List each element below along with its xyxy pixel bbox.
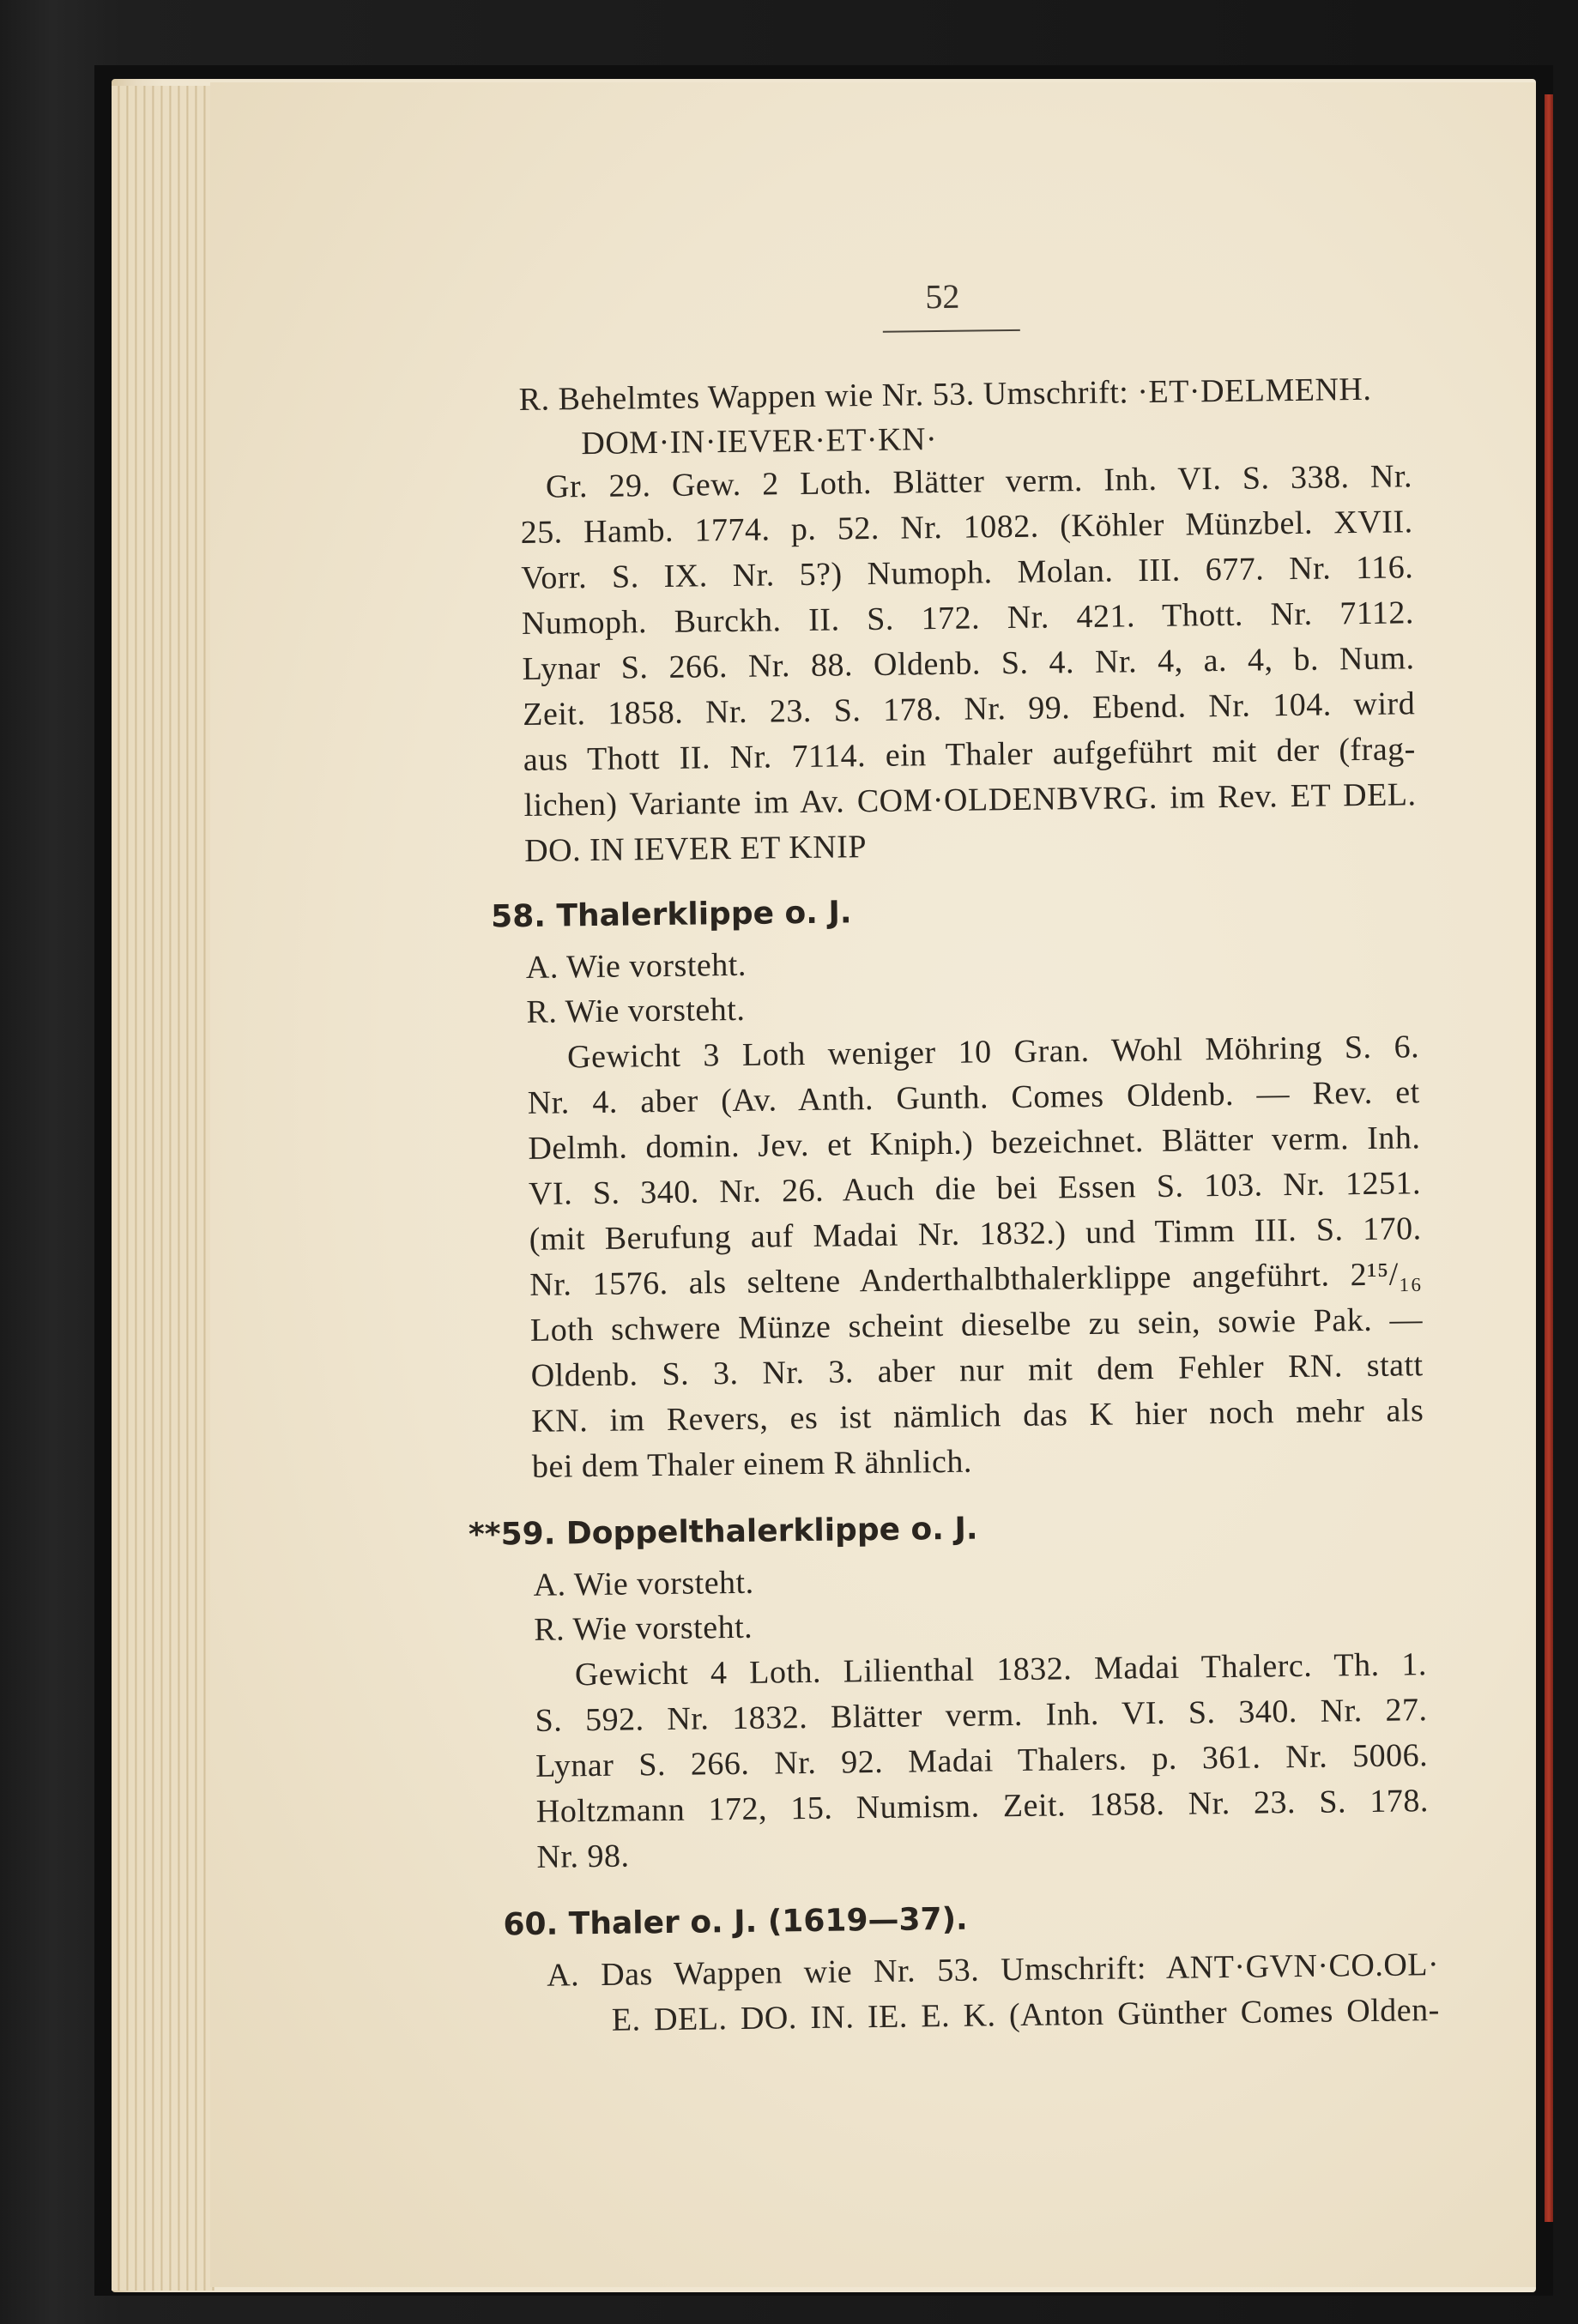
text-line: Nr. 98. bbox=[536, 1838, 630, 1875]
text-line: A. Das Wappen wie Nr. 53. Umschrift: ANT·GVN·CO.OL· bbox=[546, 1947, 1440, 1994]
text-line: R. Wie vorsteht. bbox=[526, 991, 746, 1030]
text-line: Zeit. 1858. Nr. 23. S. 178. Nr. 99. Ebend. Nr. 104. wird bbox=[523, 685, 1416, 733]
text-line: R. Behelmtes Wappen wie Nr. 53. Umschrift: ·ET·DELMENH. bbox=[518, 371, 1372, 418]
text-line: Loth schwere Münze scheint dieselbe zu sein, sowie Pak. — bbox=[529, 1301, 1424, 1349]
page-number-rule bbox=[883, 329, 1020, 333]
text-line: (mit Berufung auf Madai Nr. 1832.) und Timm III. S. 170. bbox=[529, 1210, 1422, 1258]
text-line: lichen) Variante im Av. COM·OLDENBVRG. im Rev. ET DEL. bbox=[523, 776, 1417, 824]
text-line: 25. Hamb. 1774. p. 52. Nr. 1082. (Köhler Münzbel. XVII. bbox=[520, 504, 1413, 551]
text-line: aus Thott II. Nr. 7114. ein Thaler aufgeführt mit der (frag- bbox=[523, 731, 1417, 778]
text-line: DOM·IN·IEVER·ET·KN· bbox=[581, 421, 938, 462]
page-number: 52 bbox=[925, 276, 960, 317]
entry-heading-59: **59. Doppelthalerklippe o. J. bbox=[468, 1511, 978, 1553]
text-line: Gewicht 4 Loth. Lilienthal 1832. Madai Thalerc. Th. 1. bbox=[574, 1646, 1428, 1693]
text-line: Oldenb. S. 3. Nr. 3. aber nur mit dem Fehler RN. statt bbox=[530, 1347, 1424, 1394]
text-line: Nr. 1576. als seltene Anderthalbthalerklippe angeführt. 2¹⁵/₁₆ bbox=[529, 1256, 1423, 1303]
text-line: bei dem Thaler einem R ähnlich. bbox=[531, 1443, 973, 1485]
text-line: Lynar S. 266. Nr. 92. Madai Thalers. p. 361. Nr. 5006. bbox=[535, 1737, 1429, 1784]
entry-heading-58: 58. Thalerklippe o. J. bbox=[490, 895, 852, 935]
text-line: E. DEL. DO. IN. IE. E. K. (Anton Günther Comes Olden- bbox=[611, 1992, 1441, 2038]
text-line: S. 592. Nr. 1832. Blätter verm. Inh. VI. S. 340. Nr. 27. bbox=[535, 1692, 1428, 1739]
text-line: Delmh. domin. Jev. et Kniph.) bezeichnet. Blätter verm. Inh. bbox=[528, 1120, 1421, 1167]
text-line: A. Wie vorsteht. bbox=[533, 1564, 754, 1603]
text-line: R. Wie vorsteht. bbox=[534, 1609, 753, 1648]
text-line: Gr. 29. Gew. 2 Loth. Blätter verm. Inh. VI. S. 338. Nr. bbox=[545, 458, 1413, 505]
text-line: VI. S. 340. Nr. 26. Auch die bei Essen S. 103. Nr. 1251. bbox=[528, 1165, 1422, 1212]
text-line: A. Wie vorsteht. bbox=[525, 946, 747, 986]
text-line: Holtzmann 172, 15. Numism. Zeit. 1858. Nr. 23. S. 178. bbox=[535, 1783, 1430, 1830]
text-line: Numoph. Burckh. II. S. 172. Nr. 421. Thott. Nr. 7112. bbox=[521, 595, 1415, 642]
text-line: Lynar S. 266. Nr. 88. Oldenb. S. 4. Nr. 4, a. 4, b. Num. bbox=[522, 640, 1415, 687]
text-line: DO. IN IEVER ET KNIP bbox=[523, 829, 868, 869]
text-line: Gewicht 3 Loth weniger 10 Gran. Wohl Möhring S. 6. bbox=[566, 1029, 1420, 1076]
text-line: KN. im Revers, es ist nämlich das K hier noch mehr als bbox=[531, 1392, 1424, 1440]
text-line: Nr. 4. aber (Av. Anth. Gunth. Comes Oldenb. — Rev. et bbox=[527, 1074, 1420, 1121]
entry-heading-60: 60. Thaler o. J. (1619—37). bbox=[503, 1901, 968, 1943]
text-line: Vorr. S. IX. Nr. 5?) Numoph. Molan. III. 677. Nr. 116. bbox=[521, 549, 1414, 596]
